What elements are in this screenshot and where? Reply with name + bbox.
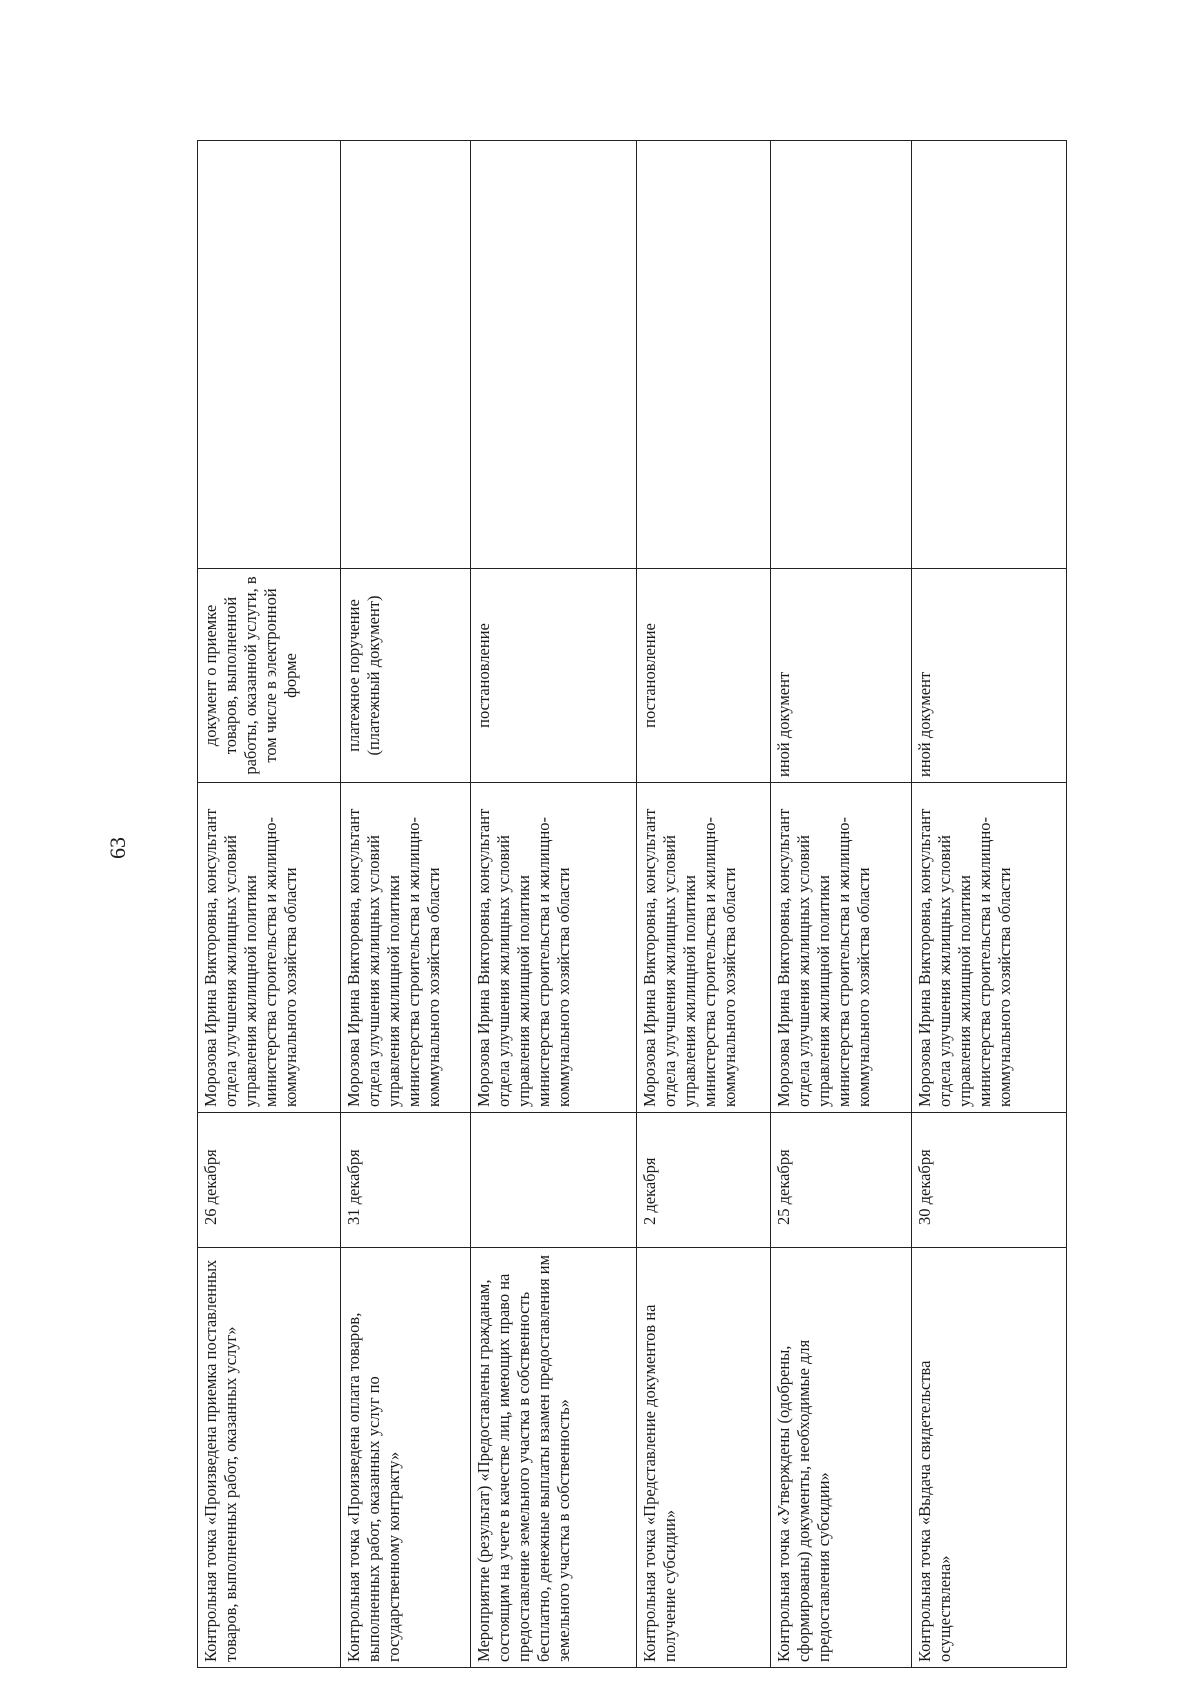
- extra-cell: [341, 141, 471, 569]
- document-cell: иной документ: [912, 569, 1067, 783]
- table-row: [341, 141, 471, 1668]
- document-cell: документ о приемке товаров, выполненной работы, оказанной услуги, в том числе в электронной форме: [198, 569, 341, 783]
- extra-cell: [771, 141, 912, 569]
- page-number-text: 63: [105, 837, 130, 859]
- responsible-cell: Морозова Ирина Викторовна, консультант отдела улучшения жилищных условий управления жилищной политики министерства строительства и жилищно-коммунального хозяйства области: [471, 783, 637, 1113]
- table-row: [471, 141, 637, 1668]
- table-row: [637, 141, 771, 1668]
- date-cell: 2 декабря: [637, 1113, 771, 1248]
- document-cell: постановление: [637, 569, 771, 783]
- extra-cell: [198, 141, 341, 569]
- event-cell: Контрольная точка «Произведена оплата товаров, выполненных работ, оказанных услуг по государственному контракту»: [341, 1248, 471, 1668]
- extra-cell: [637, 141, 771, 569]
- responsible-cell: Морозова Ирина Викторовна, консультант отдела улучшения жилищных условий управления жилищной политики министерства строительства и жилищно-коммунального хозяйства области: [637, 783, 771, 1113]
- control-points-table: [197, 140, 1067, 1668]
- table-row: [771, 141, 912, 1668]
- plan-table-wrapper: [197, 141, 1066, 1668]
- extra-cell: [912, 141, 1067, 569]
- date-cell: 31 декабря: [341, 1113, 471, 1248]
- responsible-cell: Морозова Ирина Викторовна, консультант отдела улучшения жилищных условий управления жилищной политики министерства строительства и жилищно-коммунального хозяйства области: [912, 783, 1067, 1113]
- event-cell: Контрольная точка «Выдача свидетельства осуществлена»: [912, 1248, 1067, 1668]
- document-cell: платежное поручение (платежный документ): [341, 569, 471, 783]
- date-cell: 30 декабря: [912, 1113, 1067, 1248]
- date-cell: 25 декабря: [771, 1113, 912, 1248]
- date-cell: [471, 1113, 637, 1248]
- event-cell: Контрольная точка «Представление документов на получение субсидии»: [637, 1248, 771, 1668]
- table-row: [912, 141, 1067, 1668]
- responsible-cell: Морозова Ирина Викторовна, консультант отдела улучшения жилищных условий управления жилищной политики министерства строительства и жилищно-коммунального хозяйства области: [341, 783, 471, 1113]
- document-cell: иной документ: [771, 569, 912, 783]
- event-cell: Контрольная точка «Утверждены (одобрены, сформированы) документы, необходимые для предоставления субсидии»: [771, 1248, 912, 1668]
- responsible-cell: Морозова Ирина Викторовна, консультант отдела улучшения жилищных условий управления жилищной политики министерства строительства и жилищно-коммунального хозяйства области: [198, 783, 341, 1113]
- extra-cell: [471, 141, 637, 569]
- date-cell: 26 декабря: [198, 1113, 341, 1248]
- document-cell: постановление: [471, 569, 637, 783]
- event-cell: Контрольная точка «Произведена приемка поставленных товаров, выполненных работ, оказанных услуг»: [198, 1248, 341, 1668]
- table-row: [198, 141, 341, 1668]
- event-cell: Мероприятие (результат) «Предоставлены гражданам, состоящим на учете в качестве лиц, имеющих право на предоставление земельного участка в собственность бесплатно, денежные выплаты взамен предоставления им земельного участка в собственность»: [471, 1248, 637, 1668]
- responsible-cell: Морозова Ирина Викторовна, консультант отдела улучшения жилищных условий управления жилищной политики министерства строительства и жилищно-коммунального хозяйства области: [771, 783, 912, 1113]
